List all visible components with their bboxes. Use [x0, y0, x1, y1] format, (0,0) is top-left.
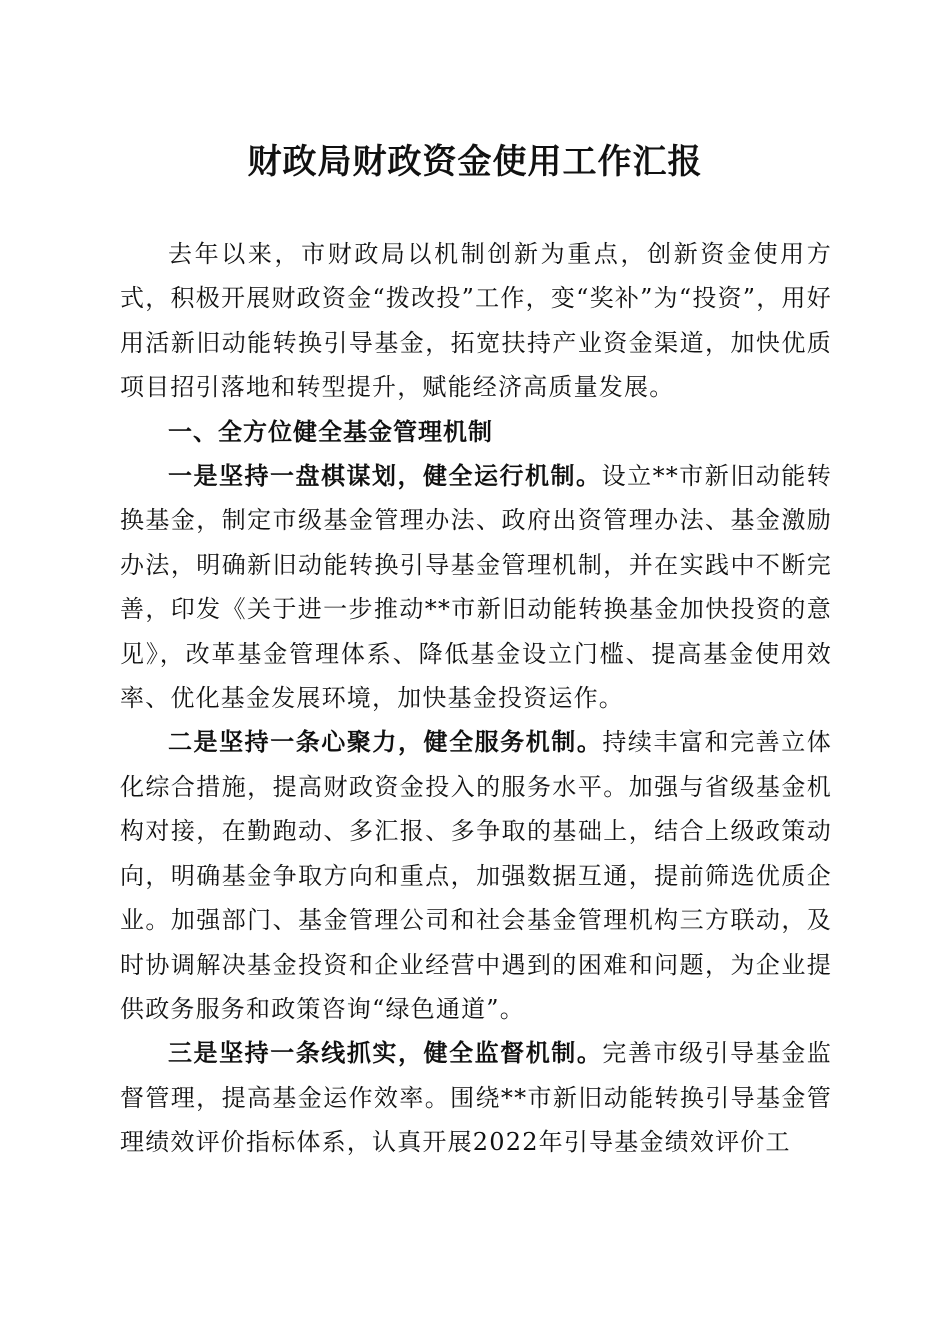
paragraph-lead: 三是坚持一条线抓实，健全监督机制。 — [168, 1038, 603, 1068]
paragraph-item-2 — [120, 720, 832, 1031]
paragraph-item-3 — [120, 1031, 832, 1164]
paragraph-text: 设立**市新旧动能转换基金，制定市级基金管理办法、政府出资管理办法、基金激励办法，明确新旧动能转换引导基金管理机制，并在实践中不断完善，印发《关于进一步推动**市新旧动能转换基金加快投资的意见》，改革基金管理体系、降低基金设立门槛、提高基金使用效率、优化基金发展环境，加快基金投资运作。 — [120, 462, 832, 713]
paragraph-text: 持续丰富和完善立体化综合措施，提高财政资金投入的服务水平。加强与省级基金机构对接，在勤跑动、多汇报、多争取的基础上，结合上级政策动向，明确基金争取方向和重点，加强数据互通，提前筛选优质企业。加强部门、基金管理公司和社会基金管理机构三方联动，及时协调解决基金投资和企业经营中遇到的困难和问题，为企业提供政务服务和政策咨询“绿色通道”。 — [120, 728, 832, 1023]
document-title: 财政局财政资金使用工作汇报 — [247, 142, 703, 182]
document-body — [120, 232, 832, 1165]
paragraph-lead: 一是坚持一盘棋谋划，健全运行机制。 — [168, 461, 602, 491]
paragraph-lead: 二是坚持一条心聚力，健全服务机制。 — [168, 727, 603, 757]
intro-paragraph: 去年以来，市财政局以机制创新为重点，创新资金使用方式，积极开展财政资金“拨改投”工作，变“奖补”为“投资”，用好用活新旧动能转换引导基金，拓宽扶持产业资金渠道，加快优质项目招引落地和转型提升，赋能经济高质量发展。 — [120, 240, 832, 402]
paragraph-text: 完善市级引导基金监督管理，提高基金运作效率。围绕**市新旧动能转换引导基金管理绩效评价指标体系，认真开展2022年引导基金绩效评价工 — [120, 1039, 832, 1157]
section-heading: 一、全方位健全基金管理机制 — [168, 417, 493, 446]
paragraph-item-1 — [120, 454, 832, 720]
